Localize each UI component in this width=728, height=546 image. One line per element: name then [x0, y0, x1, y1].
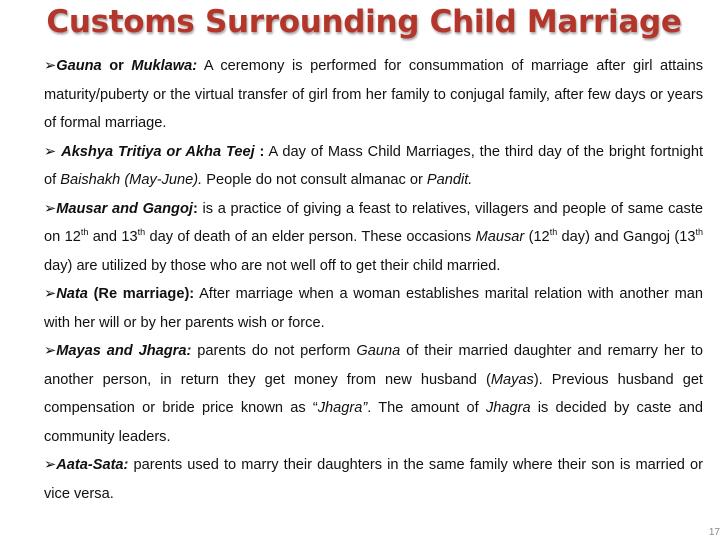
- superscript: th: [549, 227, 558, 238]
- term-colon: :: [192, 200, 198, 217]
- em-gauna: Gauna: [356, 343, 401, 359]
- bullet-gauna: [44, 52, 703, 138]
- em-jhagra-2: Jhagra: [485, 400, 531, 416]
- term-mayas-jhagra: Mayas and Jhagra:: [56, 343, 192, 359]
- term-nata: Nata: [56, 286, 88, 302]
- bullet-text: After marriage when a woman establishes marital relation with another man with her will or by her parents wish or force.: [44, 286, 703, 331]
- bullet-text: . The amount of: [367, 400, 486, 416]
- em-pandit: Pandit.: [426, 172, 473, 188]
- term-akha-teej: Akshya Tritiya or Akha Teej: [61, 143, 255, 160]
- superscript: th: [80, 227, 89, 238]
- slide-title: Customs Surrounding Child Marriage: [46, 4, 682, 40]
- bullet-text: parents do not perform: [191, 343, 357, 359]
- bullet-text: day) are utilized by those who are not well off to get their child married.: [44, 257, 501, 274]
- bullet-nata: [44, 280, 703, 337]
- bullet-text: A day of Mass Child Marriages, the third day of the bright fortnight of: [44, 143, 704, 188]
- em-jhagra: Jhagra”: [317, 400, 368, 416]
- bullet-text: ). Previous husband get compensation or bride price known as “: [44, 371, 703, 416]
- term-gauna: Gauna: [56, 58, 102, 74]
- superscript: th: [695, 227, 703, 238]
- arrow-bullet-icon: ➢: [44, 343, 57, 359]
- arrow-bullet-icon: ➢: [44, 143, 57, 160]
- bullet-text: and 13: [88, 229, 138, 245]
- bullet-mayas: [44, 337, 703, 451]
- bullet-text: People do not consult almanac or: [202, 172, 427, 188]
- bullet-text: is decided by caste and community leaders.: [44, 400, 703, 445]
- bullet-text: A ceremony is performed for consummation of marriage after girl attains maturity/puberty or the virtual transfer of girl from her family to conjugal family, after few days or years of formal marriage.: [44, 58, 704, 131]
- arrow-bullet-icon: ➢: [44, 58, 57, 74]
- arrow-bullet-icon: ➢: [44, 286, 57, 302]
- term-aata-sata: Aata-Sata:: [56, 457, 129, 473]
- term-connector: or: [101, 58, 132, 74]
- slide-body: [44, 52, 703, 508]
- bullet-text: day) and Gangoj (13: [557, 229, 696, 245]
- bullet-text: is a practice of giving a feast to relatives, villagers and people of same caste on 12: [44, 200, 704, 245]
- arrow-bullet-icon: ➢: [44, 200, 57, 217]
- term-re-marriage: (Re marriage):: [87, 286, 195, 302]
- em-mausar: Mausar: [475, 229, 525, 245]
- bullet-aata-sata: [44, 451, 703, 508]
- bullet-text: (12: [524, 229, 550, 245]
- term-muklawa: Muklawa:: [131, 58, 198, 74]
- term-mausar-gangoj: Mausar and Gangoj: [56, 200, 193, 217]
- page-number: 17: [708, 527, 720, 538]
- bullet-text: day of death of an elder person. These occasions: [145, 229, 476, 245]
- bullet-akha-teej: [44, 138, 703, 195]
- term-colon: :: [254, 143, 265, 160]
- em-baishakh: Baishakh (May-June).: [60, 172, 203, 188]
- bullet-text: of their married daughter and remarry her to another person, in return they get money from new husband (: [44, 343, 703, 388]
- bullet-text: parents used to marry their daughters in the same family where their son is married or vice versa.: [44, 457, 703, 502]
- bullet-mausar: [44, 195, 703, 281]
- superscript: th: [137, 227, 146, 238]
- em-mayas: Mayas: [490, 371, 534, 388]
- arrow-bullet-icon: ➢: [44, 457, 57, 473]
